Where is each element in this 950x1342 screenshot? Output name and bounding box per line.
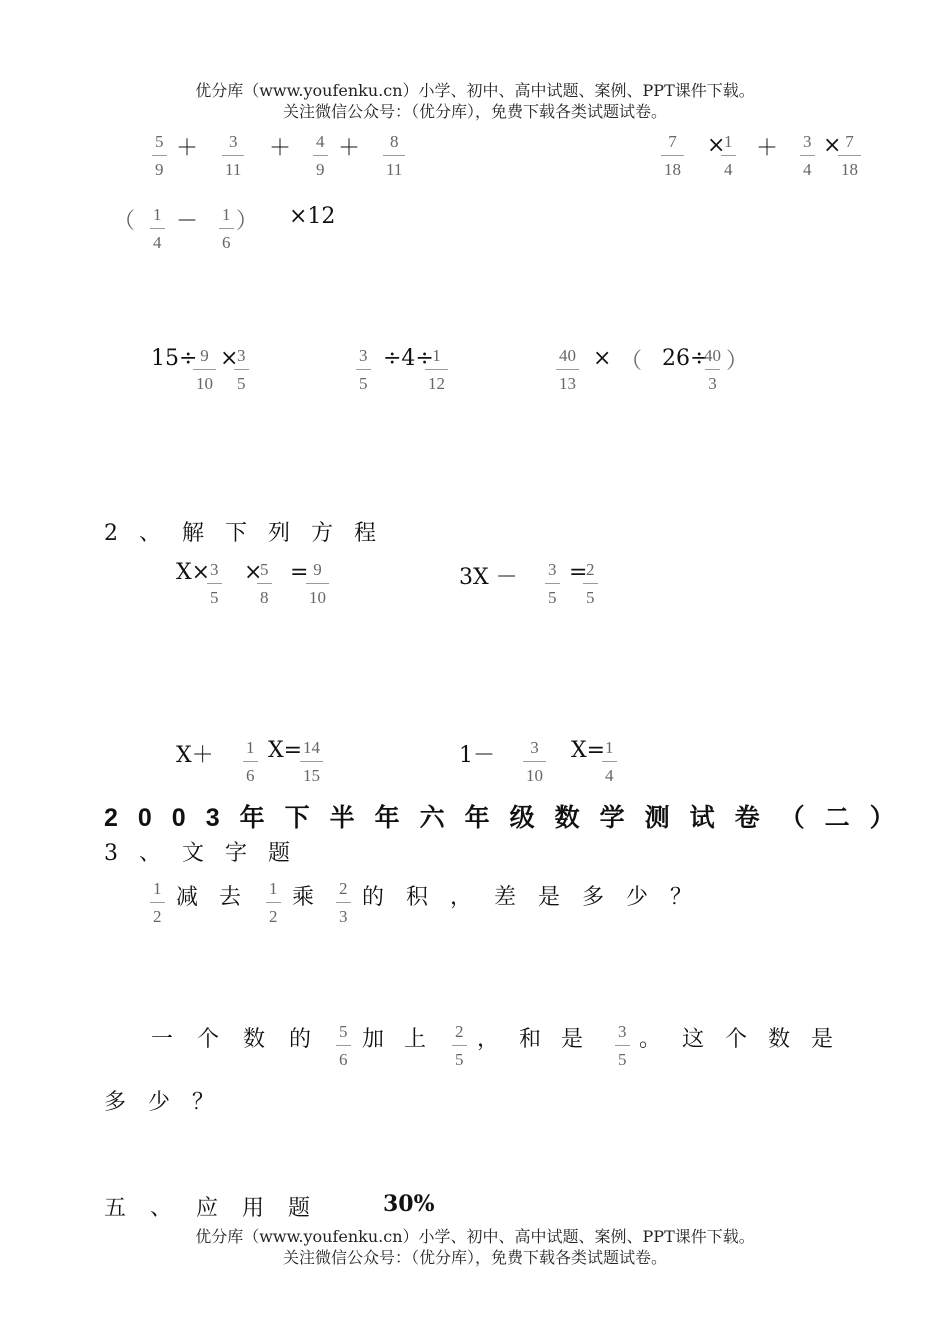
section-3-title: 3、文字题 [104, 841, 311, 866]
section-5-score: 30% [383, 1191, 435, 1217]
operator: ＋ [269, 136, 292, 161]
lead: 15÷ [151, 346, 198, 371]
section-5-title: 五、应用题 [104, 1196, 335, 1221]
header-line-2: 关注微信公众号：（优分库），免费下载各类试题试卷。 [282, 102, 667, 121]
right-paren: ） [236, 209, 259, 234]
exam-title: 2003年下半年六年级数学测试卷（二） [104, 804, 915, 832]
fraction: $\frac{3}{11}$ [222, 133, 244, 178]
fraction: $\frac{1}{4}$ [602, 739, 617, 784]
lead: 1－ [459, 743, 495, 768]
fraction: $\frac{1}{2}$ [150, 880, 165, 925]
fraction: $\frac{3}{5}$ [545, 561, 560, 606]
operator: ＋ [756, 136, 779, 161]
equals: = [290, 560, 309, 585]
fraction: $\frac{3}{4}$ [800, 133, 815, 178]
operator: × [244, 560, 263, 585]
fraction: $\frac{5}{6}$ [336, 1023, 351, 1068]
fraction: $\frac{9}{10}$ [306, 561, 329, 606]
right-paren: ） [726, 349, 749, 374]
operator: ＋ [338, 136, 361, 161]
text: 多少？ [104, 1090, 237, 1115]
fraction: $\frac{3}{5}$ [615, 1023, 630, 1068]
fraction: $\frac{2}{5}$ [583, 561, 598, 606]
fraction: $\frac{40}{3}$ [704, 346, 721, 393]
fraction: $\frac{9}{10}$ [193, 347, 216, 392]
tail: ×12 [289, 204, 336, 229]
text: ，和是 [477, 1027, 604, 1052]
mid: X= [571, 738, 606, 763]
footer-line-2: 关注微信公众号：（优分库），免费下载各类试题试卷。 [282, 1248, 667, 1267]
operator: × [220, 346, 239, 371]
footer-line-1: 优分库（www.youfenku.cn）小学、初中、高中试题、案例、PPT课件下载。 [195, 1227, 755, 1246]
lead: 3X － [459, 565, 518, 590]
operator: × [823, 133, 842, 158]
operator: ＋ [176, 136, 199, 161]
fraction: $\frac{3}{5}$ [356, 347, 371, 392]
fraction: $\frac{1}{6}$ [219, 206, 234, 251]
fraction: $\frac{40}{13}$ [556, 347, 579, 392]
fraction: $\frac{14}{15}$ [300, 739, 323, 784]
lead: X＋ [176, 743, 214, 768]
left-paren: （ [113, 209, 136, 234]
fraction: $\frac{2}{5}$ [452, 1023, 467, 1068]
fraction: $\frac{2}{3}$ [336, 880, 351, 925]
fraction: $\frac{1}{4}$ [150, 206, 165, 251]
text: 的积，差是多少？ [362, 885, 715, 910]
header-line-1: 优分库（www.youfenku.cn）小学、初中、高中试题、案例、PPT课件下载。 [195, 81, 755, 100]
fraction: $\frac{1}{6}$ [243, 739, 258, 784]
text: 乘 [292, 885, 315, 910]
operator: － [176, 209, 199, 234]
fraction: $\frac{8}{11}$ [383, 133, 405, 178]
equals: = [569, 560, 588, 585]
fraction: $\frac{1}{12}$ [425, 347, 448, 392]
fraction: $\frac{3}{5}$ [234, 347, 249, 392]
fraction: $\frac{3}{10}$ [523, 739, 546, 784]
text: 加上 [362, 1027, 447, 1052]
fraction: $\frac{1}{4}$ [721, 133, 736, 178]
text: 减去 [176, 885, 263, 910]
fraction: $\frac{1}{2}$ [266, 880, 281, 925]
section-2-title: 2、解下列方程 [104, 521, 397, 546]
fraction: $\frac{7}{18}$ [838, 133, 861, 178]
lead: 26÷ [662, 346, 709, 371]
operator: × [707, 133, 726, 158]
fraction: $\frac{5}{8}$ [257, 561, 272, 606]
fraction: $\frac{7}{18}$ [661, 133, 684, 178]
text: 。这个数是 [639, 1027, 855, 1052]
fraction: $\frac{4}{9}$ [313, 133, 328, 178]
mid: ÷4÷ [383, 346, 434, 371]
operator: × [593, 346, 612, 371]
lead: X× [176, 560, 211, 585]
text: 一个数的 [151, 1027, 336, 1052]
fraction: $\frac{5}{9}$ [152, 133, 167, 178]
left-paren: （ [620, 349, 643, 374]
mid: X= [268, 738, 303, 763]
fraction: $\frac{3}{5}$ [207, 561, 222, 606]
